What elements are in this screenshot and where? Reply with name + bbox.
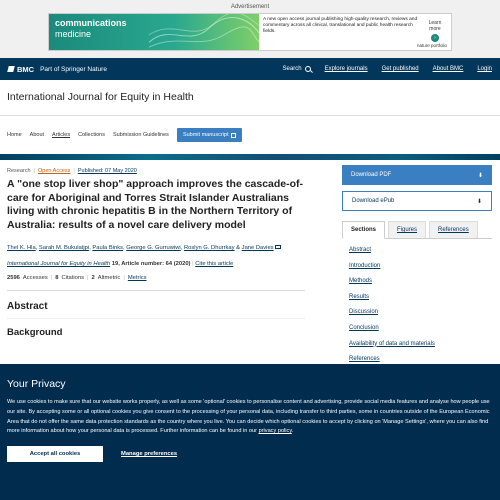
section-link-references[interactable]: References: [349, 356, 380, 363]
open-access-link[interactable]: Open Access: [37, 168, 71, 174]
journal-menu: [0, 116, 500, 154]
tab-references[interactable]: References: [429, 221, 478, 238]
meta-separator: |: [33, 168, 35, 174]
advertisement-area: [0, 0, 500, 58]
ad-label: Advertisement: [230, 4, 270, 10]
menu-submission-guidelines[interactable]: Submission Guidelines: [112, 132, 169, 138]
volume-info: 19, Article number: 64 (2020): [111, 261, 191, 267]
section-link-methods[interactable]: Methods: [349, 278, 373, 285]
springer-tagline: Part of Springer Nature: [40, 65, 107, 73]
divider: [7, 290, 305, 291]
sidebar-tabs: [342, 221, 492, 239]
privacy-actions: [7, 446, 493, 462]
submit-manuscript-button[interactable]: [177, 128, 243, 142]
search-label: Search: [282, 66, 302, 72]
privacy-banner: [0, 364, 500, 500]
article-column: [7, 160, 305, 380]
menu-about[interactable]: About: [29, 132, 45, 138]
section-link-conclusion[interactable]: Conclusion: [349, 324, 379, 331]
download-pdf-label: Download PDF: [351, 172, 392, 178]
sidebar: [342, 160, 492, 380]
meta-separator: |: [73, 168, 75, 174]
abstract-heading: Abstract: [7, 301, 48, 312]
arrow-right-icon: ›: [431, 34, 439, 42]
top-navigation: [0, 58, 500, 80]
cite-this-article-link[interactable]: Cite this article: [195, 261, 234, 267]
section-link-availability[interactable]: Availability of data and materials: [349, 340, 435, 347]
bmc-logo-text: BMC: [17, 64, 35, 74]
article-title: A "one stop liver shop" approach improves the cascade-of-care for Aboriginal and Torres Strait Islander Australians living with chronic hepatitis B in the Northern Territory of Australia: results of a novel care delivery model: [7, 178, 304, 231]
ad-copy: A new open access journal publishing high-quality research, reviews and commentary across all clinical, translational and public health research fields.: [263, 17, 418, 34]
author-joiner: &: [236, 245, 241, 251]
ad-banner[interactable]: [48, 13, 452, 51]
altmetric-label: Altmetric: [97, 275, 121, 281]
journal-title[interactable]: International Journal for Equity in Health: [0, 80, 500, 116]
download-pdf-button[interactable]: [342, 165, 492, 185]
ad-copy-panel: [259, 14, 451, 50]
search-button[interactable]: [283, 66, 311, 72]
author-link[interactable]: Paula Binks: [92, 245, 124, 251]
bmc-logo-icon: [7, 66, 15, 72]
download-epub-button[interactable]: [342, 191, 492, 211]
search-icon: [305, 66, 311, 72]
author-list: Thel K. Hla, Sarah M. Bukulatjpi, Paula Binks, George G. Gurruwiwi, Roslyn G. Dhurrkay & Jane Davies: [7, 244, 305, 253]
main-content: [0, 160, 500, 380]
submit-manuscript-label: Submit manuscript: [182, 132, 229, 138]
author-link[interactable]: Jane Davies: [241, 245, 274, 251]
citations-label: Citations: [61, 275, 85, 281]
download-icon: ⬇: [477, 172, 483, 179]
ad-brand-line2: medicine: [55, 29, 92, 39]
bmc-logo[interactable]: [8, 65, 34, 74]
section-link-results[interactable]: Results: [349, 293, 370, 300]
metrics-link[interactable]: Metrics: [127, 275, 147, 281]
ad-brand-line1: communications: [55, 18, 127, 28]
accept-all-cookies-button[interactable]: Accept all cookies: [7, 446, 103, 462]
menu-articles[interactable]: Articles: [52, 132, 71, 138]
download-epub-label: Download ePub: [352, 198, 395, 204]
meta-separator: |: [87, 275, 89, 281]
metrics-line: [7, 275, 305, 281]
article-meta: [7, 160, 305, 174]
accesses-label: Accesses: [22, 275, 48, 281]
ad-brand-panel: [49, 14, 259, 50]
author-link[interactable]: Thel K. Hla: [7, 245, 36, 251]
wave-graphic-icon: [149, 14, 259, 50]
privacy-body: We use cookies to make sure that our website works properly, as well as some 'optional' cookies to personalise content and advertising, provide social media features and analyse how people use our site. By accepting some or all optional cookies you give consent to the processing of your personal data, including transfer to third parties, some in countries outside of the European Economic Area that do not offer the same data protection standards as the country where you live. You can decide which optional cookies to accept by clicking on 'Manage Settings', where you can also find more information about how your personal data is processed. Further information can be found in our privacy policy.: [7, 399, 490, 435]
meta-separator: |: [192, 261, 194, 267]
ad-publisher: nature portfolio: [416, 43, 447, 48]
section-link-abstract[interactable]: Abstract: [349, 247, 372, 253]
menu-home[interactable]: Home: [7, 132, 22, 138]
email-icon[interactable]: [275, 245, 281, 249]
privacy-body-text: We use cookies to make sure that our website works properly, as well as some 'optional' cookies to personalise content and advertising, provide social media features and analyse how people use our site. By accepting some or all optional cookies you give consent to the processing of your personal data, including transfer to third parties, some in countries outside of the European Economic Area that do not offer the same data protection standards as the country where you live. You can decide which optional cookies to accept by clicking on 'Manage Settings', where you can also find more information about how your personal data is processed. Further information can be found in our: [7, 399, 490, 435]
article-type: Research: [7, 168, 31, 174]
nav-about-bmc[interactable]: About BMC: [432, 66, 464, 72]
privacy-policy-link[interactable]: privacy policy: [258, 428, 292, 435]
altmetric-count: 2: [91, 275, 95, 281]
download-icon: ⬇: [476, 198, 482, 205]
manage-preferences-link[interactable]: Manage preferences: [121, 451, 178, 458]
author-link[interactable]: George G. Gurruwiwi: [126, 245, 181, 251]
meta-separator: |: [50, 275, 53, 281]
citation-line: [7, 261, 305, 267]
tab-figures[interactable]: Figures: [388, 221, 426, 238]
author-link[interactable]: Roslyn G. Dhurrkay: [183, 245, 235, 251]
nav-explore-journals[interactable]: Explore journals: [324, 66, 368, 72]
citations-count: 8: [55, 275, 59, 281]
menu-collections[interactable]: Collections: [78, 132, 105, 138]
accesses-count: 2596: [7, 275, 20, 281]
author-link[interactable]: Sarah M. Bukulatjpi: [38, 245, 90, 251]
nav-login[interactable]: Login: [477, 66, 492, 72]
meta-separator: |: [123, 275, 125, 281]
ad-learn-more-label: Learn more: [428, 20, 442, 32]
nav-get-published[interactable]: Get published: [381, 66, 419, 72]
published-date[interactable]: Published: 07 May 2020: [77, 168, 137, 174]
section-link-introduction[interactable]: Introduction: [349, 262, 381, 269]
background-heading: Background: [7, 318, 305, 338]
tab-sections[interactable]: Sections: [342, 221, 385, 239]
sections-list: [342, 239, 492, 380]
section-link-discussion[interactable]: Discussion: [349, 309, 379, 316]
journal-link[interactable]: International Journal for Equity in Health: [7, 261, 111, 267]
nav-links: [283, 66, 492, 72]
privacy-heading: Your Privacy: [7, 378, 66, 390]
external-link-icon: [231, 133, 236, 138]
ad-learn-more[interactable]: [427, 20, 443, 42]
